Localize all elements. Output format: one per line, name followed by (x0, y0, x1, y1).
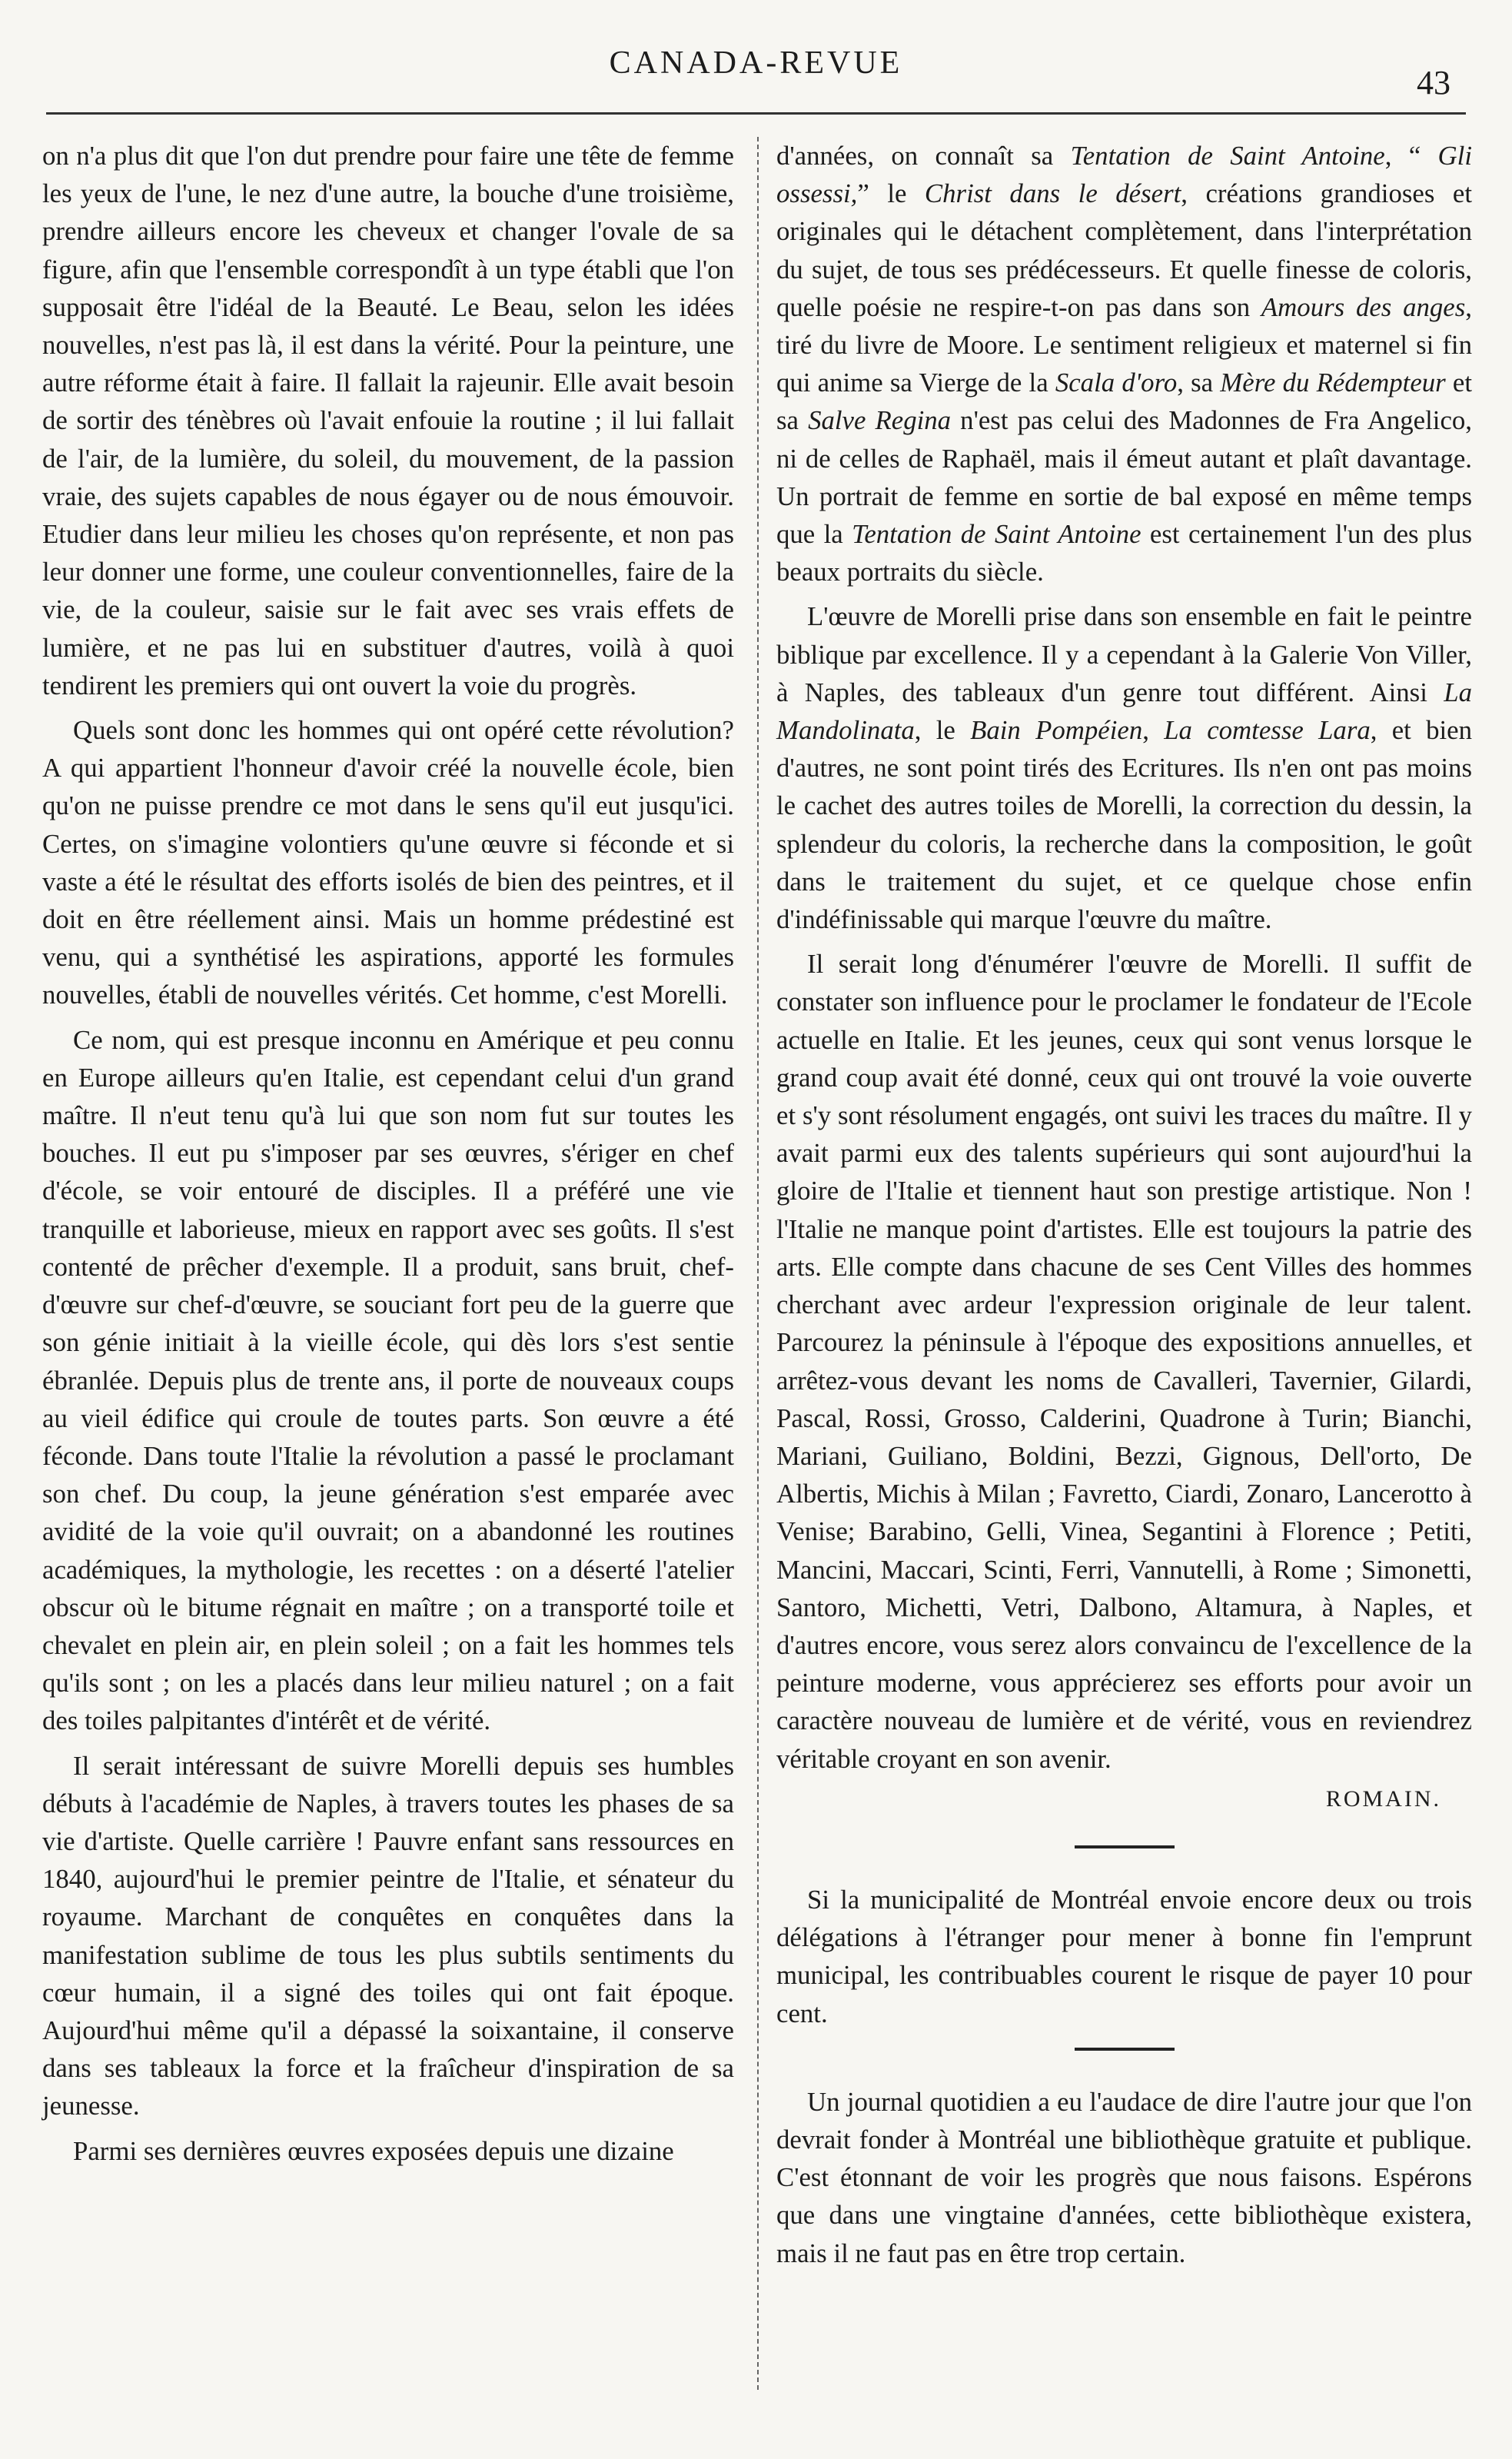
artwork-title: Gli ossessi, (776, 141, 1473, 209)
paragraph: Parmi ses dernières œuvres exposées depuis une dizaine (73, 2135, 674, 2166)
text-run: L'œuvre de Morelli prise dans son ensemble en fait le peintre biblique par excellence. Il y a cependant à la Galerie Von Viller, à Naples, des tableaux d'un genre tout différent. Ainsi (776, 601, 1472, 707)
paragraph: Il serait long d'énumérer l'œuvre de Morelli. Il suffit de constater son influence pour le proclamer le fondateur de l'Ecole actuelle en Italie. Et les jeunes, ceux qui sont venus lorsque le grand coup avait été donné, ceux qui ont trouvé la voie ouverte et s'y sont résolument engagés, ont suivi les traces du maître. Il y avait parmi eux des talents supérieurs qui sont aujourd'hui la gloire de l'Italie et tiennent haut son prestige artistique. Non ! l'Italie ne manque point d'artistes. Elle est toujours la patrie des arts. Elle compte dans chacune de ses Cent Villes des hommes cherchant avec ardeur l'expression originale de leur talent. Parcourez la péninsule à l'époque des expositions annuelles, et arrêtez-vous devant les noms de Cavalleri, Tavernier, Gilardi, Pascal, Rossi, Grosso, Calderini, Quadrone à Turin; Bianchi, Mariani, Guiliano, Boldini, Bezzi, Gignous, Dell'orto, De Albertis, Michis à Milan ; Favretto, Ciardi, Zonaro, Lancerotto à Venise; Barabino, Gelli, Vinea, Segantini à Florence ; Petiti, Mancini, Maccari, Scinti, Ferri, Vannutelli, à Rome ; Simonetti, Santoro, Michetti, Vetri, Dalbono, Altamura, à Naples, et d'autres encore, vous serez alors convaincu de l'excellence de la peinture moderne, vous apprécierez ses efforts pour avoir un caractère nouveau de lumière et de vérité, vous en reviendrez véritable croyant en son avenir. (776, 949, 1472, 1774)
page-header-title: CANADA-REVUE (609, 45, 903, 81)
paragraph: Il serait intéressant de suivre Morelli depuis ses humbles débuts à l'académie de Naples, à travers toutes les phases de sa vie d'artiste. Quelle carrière ! Pauvre enfant sans ressources en 1840, aujourd'hui le premier peintre de l'Italie, et sénateur du royaume. Marchant de conquêtes en conquêtes dans la manifestation sublime de tous les plus subtils sentiments du cœur humain, il a signé des toiles qui ont fait époque. Aujourd'hui même qu'il a dépassé la soixantaine, il conserve dans ses tableaux la force et la fraîcheur d'inspiration de sa jeunesse. (42, 1750, 734, 2121)
text-run: , sa (1177, 368, 1221, 398)
text-run: , créations grandioses et originales qui le détachent complètement, dans l'interprétation du sujet, de tous ses prédécesseurs. Et quelle finesse de coloris, quelle poésie ne respire-t-on pas dans son (776, 178, 1472, 322)
artwork-title: Mère du Rédempteur (1220, 368, 1446, 398)
text-run: et sa (776, 368, 1473, 436)
left-column (42, 137, 734, 2177)
text-run: , “ (1384, 141, 1438, 171)
artwork-title: Tentation de Saint Antoine (1070, 141, 1385, 171)
text-run: , tiré du livre de Moore. Le sentiment religieux et maternel si fin qui anime sa Vierge de la (776, 291, 1472, 398)
column-divider (757, 137, 759, 2390)
section-divider (1075, 2048, 1175, 2051)
text-run: ” le (857, 178, 925, 209)
artwork-title: Salve Regina (808, 405, 952, 436)
text-run: n'est pas celui des Madonnes de Fra Angelico, ni de celles de Raphaël, mais il émeut autant et plaît davantage. Un portrait de femme en sortie de bal exposé en même temps que la (776, 405, 1473, 550)
text-run: d'années, on connaît sa (776, 141, 1071, 171)
text-run: , le (914, 715, 971, 746)
artwork-title: Bain Pompéien (970, 715, 1143, 746)
section-divider (1075, 1845, 1175, 1848)
page-number: 43 (1417, 64, 1451, 101)
artwork-title: Amours des anges (1261, 291, 1466, 322)
header-rule (46, 112, 1466, 115)
news-note: Un journal quotidien a eu l'audace de dire l'autre jour que l'on devrait fonder à Montréal une bibliothèque gratuite et publique. C'est étonnant de voir les progrès que nous faisons. Espérons que dans une vingtaine d'années, cette bibliothèque existera, mais il ne faut pas en être trop certain. (776, 2086, 1472, 2268)
paragraph: Quels sont donc les hommes qui ont opéré cette révolution? A qui appartient l'honneur d'avoir créé la nouvelle école, bien qu'on ne puisse prendre ce mot dans le sens qu'il eut jusqu'ici. Certes, on s'imagine volontiers qu'une œuvre si féconde et si vaste a été le résultat des efforts isolés de bien des peintres, et il doit en être réellement ainsi. Mais un homme prédestiné est venu, qui a synthétisé les aspirations, apporté les formules nouvelles, établi de nouvelles vérités. Cet homme, c'est Morelli. (42, 715, 734, 1010)
text-run: , et bien d'autres, ne sont point tirés des Ecritures. Ils n'en ont pas moins le cachet des autres toiles de Morelli, la correction du dessin, la splendeur du coloris, la recherche dans la composition, le goût dans le traitement du sujet, et ce quelque chose enfin d'indéfinissable qui marque l'œuvre du maître. (776, 715, 1473, 935)
artwork-title: La comtesse Lara (1164, 715, 1371, 746)
paragraph (776, 137, 1472, 591)
paragraph: Ce nom, qui est presque inconnu en Amérique et peu connu en Europe ailleurs qu'en Italie, est cependant celui d'un grand maître. Il n'eut tenu qu'à lui que son nom fut sur toutes les bouches. Il eut pu s'imposer par ses œuvres, s'ériger en chef d'école, se voir entouré de disciples. Il a préféré une vie tranquille et laborieuse, mieux en rapport avec ses goûts. Il s'est contenté de prêcher d'exemple. Il a produit, sans bruit, chef-d'œuvre sur chef-d'œuvre, se souciant fort peu de la guerre que son génie initiait à la vieille école, qui dès lors s'est sentie ébranlée. Depuis plus de trente ans, il porte de nouveaux coups au vieil édifice qui croule de toutes parts. Son œuvre a été féconde. Dans toute l'Italie la révolution a passé le proclamant son chef. Du coup, la jeune génération s'est emparée avec avidité de la voie qu'il ouvrait; on a abandonné les routines académiques, la mythologie, les recettes : on a déserté l'atelier obscur où le bitume régnait en maître ; on a transporté toile et chevalet en plein air, en plein soleil ; on a fait les hommes tels qu'ils sont ; on les a placés dans leur milieu naturel ; on a fait des toiles palpitantes d'intérêt et de vérité. (42, 1024, 734, 1736)
paragraph: on n'a plus dit que l'on dut prendre pour faire une tête de femme les yeux de l'une, le nez d'une autre, la bouche d'une troisième, prendre ailleurs encore les cheveux et changer l'ovale de sa figure, afin que l'ensemble correspondît à un type établi que l'on supposait être l'idéal de la Beauté. Le Beau, selon les idées nouvelles, n'est pas là, il est dans la vérité. Pour la peinture, une autre réforme était à faire. Il fallait la rajeunir. Elle avait besoin de sortir des ténèbres où l'avait enfouie la routine ; il lui fallait de l'air, de la lumière, du soleil, du mouvement, de la passion vraie, des sujets capables de nous égayer ou de nous émouvoir. Etudier dans leur milieu les choses qu'on représente, et non pas leur donner une forme, une couleur conventionnelles, faire de la vie, de la couleur, saisie sur le fait avec ses vrais effets de lumière, et ne pas lui en substituer d'autres, voilà à quoi tendirent les premiers qui ont ouvert la voie du progrès. (42, 141, 734, 700)
text-run: est certainement l'un des plus beaux portraits du siècle. (776, 519, 1472, 587)
news-note: Si la municipalité de Montréal envoie encore deux ou trois délégations à l'étranger pour mener à bonne fin l'emprunt municipal, les contribuables courent le risque de payer 10 pour cent. (776, 1884, 1472, 2028)
author-signature: ROMAIN. (1325, 1785, 1441, 1812)
artwork-title: La Mandolinata (776, 677, 1472, 746)
right-column (776, 137, 1472, 2279)
artwork-title: Tentation de Saint Antoine (852, 519, 1141, 550)
artwork-title: Christ dans le désert (924, 178, 1181, 209)
paragraph (776, 597, 1472, 938)
text-run: , (1142, 715, 1165, 746)
artwork-title: Scala d'oro (1055, 368, 1178, 398)
